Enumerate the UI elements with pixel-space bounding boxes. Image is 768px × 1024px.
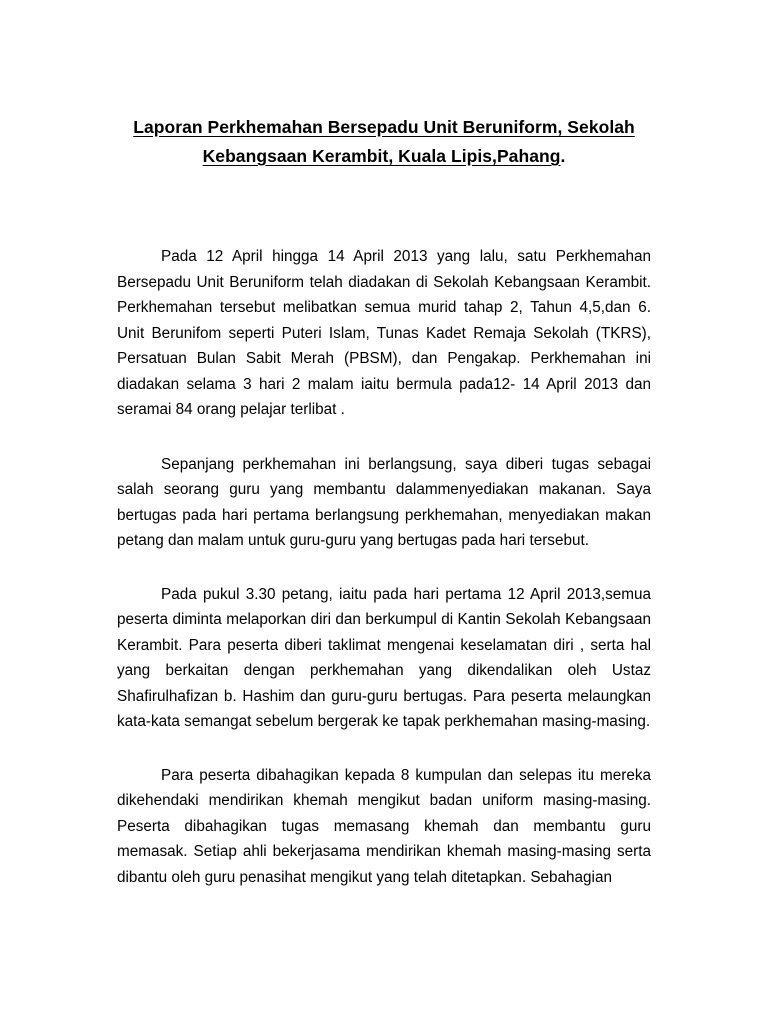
paragraph: Sepanjang perkhemahan ini berlangsung, saya diberi tugas sebagai salah seorang guru yang membantu dalammenyediakan makanan. Saya bertugas pada hari pertama berlangsung perkhemahan, menyediakan makan petang dan malam untuk guru-guru yang bertugas pada hari tersebut. <box>117 455 651 549</box>
paragraph: Pada pukul 3.30 petang, iaitu pada hari pertama 12 April 2013,semua peserta diminta melaporkan diri dan berkumpul di Kantin Sekolah Kebangsaan Kerambit. Para peserta diberi taklimat mengenai keselamatan diri , serta hal yang berkaitan dengan perkhemahan yang dikendalikan oleh Ustaz Shafirulhafizan b. Hashim dan guru-guru bertugas. Para peserta melaungkan kata-kata semangat sebelum bergerak ke tapak perkhemahan masing-masing. <box>117 585 651 730</box>
title-line-2: Kebangsaan Kerambit, Kuala Lipis,Pahang <box>202 146 561 166</box>
document-title <box>117 0 651 171</box>
title-line-1: Laporan Perkhemahan Bersepadu Unit Beruniform, Sekolah <box>133 117 635 137</box>
paragraph: Pada 12 April hingga 14 April 2013 yang lalu, satu Perkhemahan Bersepadu Unit Beruniform telah diadakan di Sekolah Kebangsaan Kerambit. Perkhemahan tersebut melibatkan semua murid tahap 2, Tahun 4,5,dan 6. Unit Berunifom seperti Puteri Islam, Tunas Kadet Remaja Sekolah (TKRS), Persatuan Bulan Sabit Merah (PBSM), dan Pengakap. Perkhemahan ini diadakan selama 3 hari 2 malam iaitu bermula pada12- 14 April 2013 dan seramai 84 orang pelajar terlibat . <box>117 248 651 418</box>
title-period: . <box>560 146 566 166</box>
paragraph: Para peserta dibahagikan kepada 8 kumpulan dan selepas itu mereka dikehendaki mendirikan khemah mengikut badan uniform masing-masing. Peserta dibahagikan tugas memasang khemah dan membantu guru memasak. Setiap ahli bekerjasama mendirikan khemah masing-masing serta dibantu oleh guru penasihat mengikut yang telah ditetapkan. Sebahagian <box>117 766 651 886</box>
